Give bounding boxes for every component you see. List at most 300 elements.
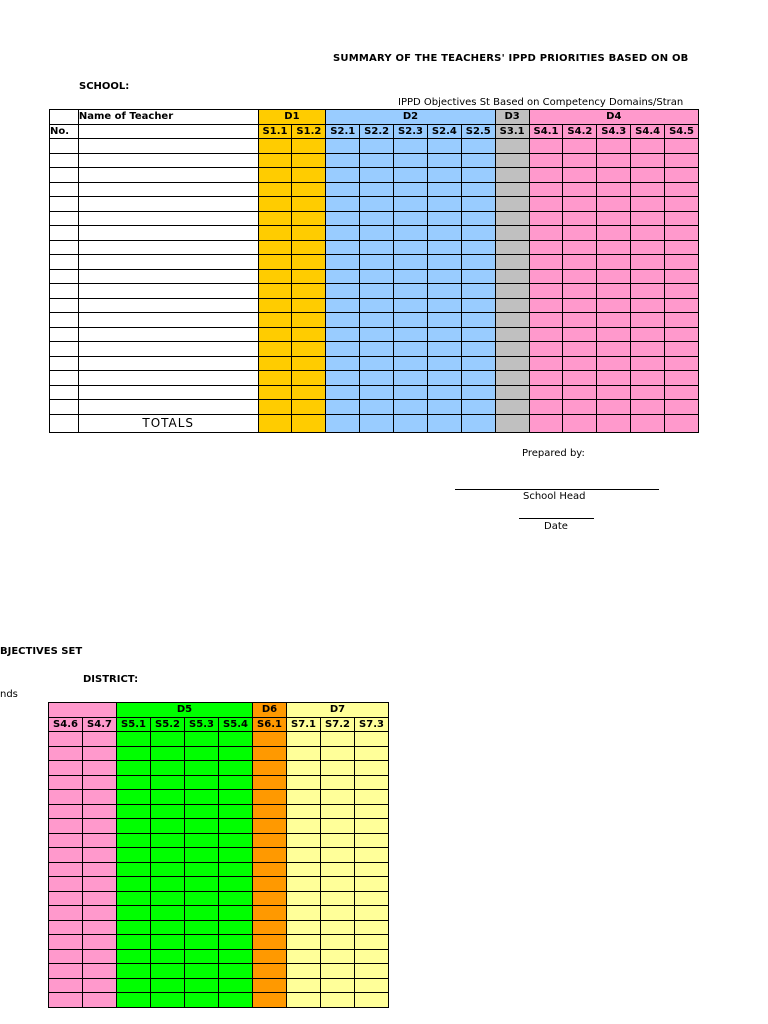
priority-cell <box>185 935 219 950</box>
priority-cell <box>495 313 529 328</box>
priority-cell <box>258 139 292 154</box>
priority-cell <box>185 920 219 935</box>
priority-cell <box>665 327 699 342</box>
priority-cell <box>292 182 326 197</box>
priority-cell <box>219 819 253 834</box>
priority-cell <box>253 790 287 805</box>
priority-cell <box>529 153 563 168</box>
strand-header: S6.1 <box>253 717 287 732</box>
priority-cell <box>631 342 665 357</box>
priority-cell <box>360 211 394 226</box>
priority-cell <box>665 298 699 313</box>
strand-header: S7.1 <box>287 717 321 732</box>
priority-cell <box>253 775 287 790</box>
teacher-name-cell <box>78 153 258 168</box>
priority-cell <box>529 226 563 241</box>
priority-cell <box>427 284 461 299</box>
priority-cell <box>151 746 185 761</box>
priority-cell <box>360 226 394 241</box>
total-cell <box>360 414 394 432</box>
priority-cell <box>394 400 428 415</box>
priority-cell <box>326 327 360 342</box>
teacher-row <box>49 993 389 1008</box>
row-number-cell <box>50 400 79 415</box>
priority-cell <box>427 139 461 154</box>
teacher-row <box>49 906 389 921</box>
teacher-name-cell <box>78 342 258 357</box>
priority-cell <box>219 833 253 848</box>
priority-cell <box>292 342 326 357</box>
teacher-row <box>50 269 699 284</box>
priority-cell <box>563 269 597 284</box>
priority-cell <box>49 790 83 805</box>
priority-cell <box>529 298 563 313</box>
teacher-row <box>50 240 699 255</box>
priority-cell <box>597 139 631 154</box>
priority-cell <box>355 877 389 892</box>
priority-cell <box>253 978 287 993</box>
priority-cell <box>563 371 597 386</box>
total-cell <box>326 414 360 432</box>
priority-cell <box>185 949 219 964</box>
priority-cell <box>355 935 389 950</box>
priority-cell <box>427 168 461 183</box>
row-number-cell <box>50 327 79 342</box>
teacher-row <box>50 298 699 313</box>
priority-cell <box>394 255 428 270</box>
priority-cell <box>287 761 321 776</box>
summary-grid-page2 <box>48 702 389 1008</box>
priority-cell <box>287 833 321 848</box>
priority-cell <box>563 356 597 371</box>
priority-cell <box>461 298 495 313</box>
teacher-row <box>49 877 389 892</box>
priority-cell <box>185 819 219 834</box>
priority-cell <box>529 255 563 270</box>
priority-cell <box>258 255 292 270</box>
row-number-cell <box>50 385 79 400</box>
page2-title: BJECTIVES SET <box>0 646 83 657</box>
priority-cell <box>665 153 699 168</box>
priority-cell <box>321 978 355 993</box>
priority-cell <box>219 804 253 819</box>
priority-cell <box>117 877 151 892</box>
priority-cell <box>219 906 253 921</box>
priority-cell <box>631 371 665 386</box>
priority-cell <box>49 732 83 747</box>
priority-cell <box>355 746 389 761</box>
priority-cell <box>258 197 292 212</box>
priority-cell <box>151 862 185 877</box>
priority-cell <box>563 385 597 400</box>
priority-cell <box>355 920 389 935</box>
priority-cell <box>495 139 529 154</box>
priority-cell <box>287 935 321 950</box>
strand-header: S2.1 <box>326 124 360 139</box>
date-line <box>519 518 594 519</box>
priority-cell <box>461 313 495 328</box>
priority-cell <box>321 877 355 892</box>
priority-cell <box>326 211 360 226</box>
priority-cell <box>253 819 287 834</box>
priority-cell <box>563 153 597 168</box>
priority-cell <box>563 240 597 255</box>
priority-cell <box>185 848 219 863</box>
priority-cell <box>360 255 394 270</box>
teacher-name-cell <box>78 240 258 255</box>
priority-cell <box>258 327 292 342</box>
teacher-row <box>50 385 699 400</box>
priority-cell <box>326 400 360 415</box>
priority-cell <box>461 356 495 371</box>
priority-cell <box>631 400 665 415</box>
priority-cell <box>394 139 428 154</box>
strand-header: S4.7 <box>83 717 117 732</box>
priority-cell <box>117 920 151 935</box>
priority-cell <box>83 775 117 790</box>
priority-cell <box>665 385 699 400</box>
priority-cell <box>49 848 83 863</box>
teacher-row <box>49 935 389 950</box>
priority-cell <box>326 182 360 197</box>
priority-cell <box>394 313 428 328</box>
priority-cell <box>83 732 117 747</box>
priority-cell <box>597 400 631 415</box>
priority-cell <box>287 746 321 761</box>
strand-header: S7.2 <box>321 717 355 732</box>
priority-cell <box>631 182 665 197</box>
row-number-cell <box>50 298 79 313</box>
priority-cell <box>495 284 529 299</box>
priority-cell <box>461 226 495 241</box>
summary-grid-page1 <box>49 109 699 433</box>
priority-cell <box>665 197 699 212</box>
priority-cell <box>563 298 597 313</box>
summary-table-page1 <box>0 0 699 450</box>
priority-cell <box>258 269 292 284</box>
teacher-name-cell <box>78 284 258 299</box>
priority-cell <box>631 269 665 284</box>
priority-cell <box>665 211 699 226</box>
teacher-row <box>49 775 389 790</box>
teacher-name-cell <box>78 385 258 400</box>
priority-cell <box>253 804 287 819</box>
priority-cell <box>321 746 355 761</box>
priority-cell <box>355 862 389 877</box>
priority-cell <box>258 342 292 357</box>
strands-note-fragment: nds <box>0 689 18 700</box>
priority-cell <box>83 877 117 892</box>
priority-cell <box>355 804 389 819</box>
priority-cell <box>461 139 495 154</box>
priority-cell <box>631 139 665 154</box>
teacher-row <box>50 327 699 342</box>
priority-cell <box>287 949 321 964</box>
priority-cell <box>495 197 529 212</box>
priority-cell <box>253 993 287 1008</box>
priority-cell <box>529 371 563 386</box>
priority-cell <box>360 182 394 197</box>
priority-cell <box>151 993 185 1008</box>
strand-header: S5.2 <box>151 717 185 732</box>
row-number-cell <box>50 211 79 226</box>
priority-cell <box>360 139 394 154</box>
priority-cell <box>83 978 117 993</box>
priority-cell <box>427 211 461 226</box>
priority-cell <box>83 746 117 761</box>
teacher-row <box>49 862 389 877</box>
row-number-cell <box>50 356 79 371</box>
priority-cell <box>326 197 360 212</box>
priority-cell <box>151 804 185 819</box>
priority-cell <box>258 400 292 415</box>
priority-cell <box>326 226 360 241</box>
name-of-teacher-header: Name of Teacher <box>78 110 258 125</box>
priority-cell <box>427 400 461 415</box>
priority-cell <box>287 804 321 819</box>
priority-cell <box>321 732 355 747</box>
priority-cell <box>461 255 495 270</box>
teacher-row <box>50 139 699 154</box>
priority-cell <box>287 732 321 747</box>
priority-cell <box>219 891 253 906</box>
priority-cell <box>151 877 185 892</box>
priority-cell <box>117 935 151 950</box>
priority-cell <box>326 153 360 168</box>
priority-cell <box>117 746 151 761</box>
priority-cell <box>117 978 151 993</box>
priority-cell <box>326 385 360 400</box>
priority-cell <box>495 255 529 270</box>
priority-cell <box>597 211 631 226</box>
priority-cell <box>495 371 529 386</box>
priority-cell <box>631 298 665 313</box>
priority-cell <box>360 313 394 328</box>
priority-cell <box>427 226 461 241</box>
priority-cell <box>427 269 461 284</box>
priority-cell <box>292 168 326 183</box>
priority-cell <box>665 226 699 241</box>
teacher-name-cell <box>78 313 258 328</box>
summary-table-page2 <box>48 702 393 1024</box>
priority-cell <box>49 819 83 834</box>
priority-cell <box>287 848 321 863</box>
priority-cell <box>185 746 219 761</box>
priority-cell <box>597 153 631 168</box>
priority-cell <box>461 327 495 342</box>
total-cell <box>665 414 699 432</box>
priority-cell <box>292 313 326 328</box>
priority-cell <box>253 949 287 964</box>
teacher-row <box>49 746 389 761</box>
priority-cell <box>495 385 529 400</box>
priority-cell <box>597 226 631 241</box>
row-number-cell <box>50 313 79 328</box>
priority-cell <box>394 342 428 357</box>
page-title: SUMMARY OF THE TEACHERS' IPPD PRIORITIES BASED ON OB <box>333 53 689 64</box>
priority-cell <box>355 819 389 834</box>
priority-cell <box>597 371 631 386</box>
priority-cell <box>495 226 529 241</box>
strand-header: S4.6 <box>49 717 83 732</box>
priority-cell <box>631 153 665 168</box>
priority-cell <box>49 993 83 1008</box>
teacher-name-cell <box>78 400 258 415</box>
priority-cell <box>495 269 529 284</box>
priority-cell <box>631 385 665 400</box>
district-label: DISTRICT: <box>83 674 139 685</box>
priority-cell <box>495 342 529 357</box>
priority-cell <box>665 313 699 328</box>
priority-cell <box>665 182 699 197</box>
total-cell <box>427 414 461 432</box>
strand-header: S1.1 <box>258 124 292 139</box>
priority-cell <box>563 400 597 415</box>
priority-cell <box>83 848 117 863</box>
priority-cell <box>151 775 185 790</box>
priority-cell <box>321 833 355 848</box>
priority-cell <box>631 226 665 241</box>
priority-cell <box>665 342 699 357</box>
strand-header: S5.1 <box>117 717 151 732</box>
domain-header: D7 <box>287 703 389 718</box>
priority-cell <box>360 385 394 400</box>
priority-cell <box>495 182 529 197</box>
priority-cell <box>355 761 389 776</box>
priority-cell <box>287 920 321 935</box>
priority-cell <box>529 284 563 299</box>
priority-cell <box>292 327 326 342</box>
teacher-row <box>50 168 699 183</box>
priority-cell <box>597 313 631 328</box>
priority-cell <box>219 964 253 979</box>
priority-cell <box>597 240 631 255</box>
priority-cell <box>258 371 292 386</box>
priority-cell <box>117 732 151 747</box>
priority-cell <box>117 848 151 863</box>
teacher-row <box>49 891 389 906</box>
priority-cell <box>631 240 665 255</box>
priority-cell <box>394 269 428 284</box>
priority-cell <box>151 848 185 863</box>
priority-cell <box>360 269 394 284</box>
priority-cell <box>253 746 287 761</box>
priority-cell <box>83 993 117 1008</box>
priority-cell <box>326 313 360 328</box>
teacher-name-cell <box>78 255 258 270</box>
total-cell <box>394 414 428 432</box>
priority-cell <box>394 153 428 168</box>
priority-cell <box>151 761 185 776</box>
teacher-row <box>49 819 389 834</box>
priority-cell <box>461 168 495 183</box>
priority-cell <box>394 298 428 313</box>
priority-cell <box>117 775 151 790</box>
total-cell <box>461 414 495 432</box>
strand-header: S5.4 <box>219 717 253 732</box>
priority-cell <box>219 949 253 964</box>
domain-header: D6 <box>253 703 287 718</box>
teacher-name-cell <box>78 356 258 371</box>
row-number-cell <box>50 269 79 284</box>
strand-header: S4.1 <box>529 124 563 139</box>
strand-header: S4.4 <box>631 124 665 139</box>
priority-cell <box>117 891 151 906</box>
priority-cell <box>355 993 389 1008</box>
priority-cell <box>258 240 292 255</box>
domain-header: D3 <box>495 110 529 125</box>
priority-cell <box>287 775 321 790</box>
priority-cell <box>631 356 665 371</box>
priority-cell <box>529 139 563 154</box>
priority-cell <box>83 935 117 950</box>
priority-cell <box>49 920 83 935</box>
priority-cell <box>292 240 326 255</box>
signature-line <box>455 489 659 490</box>
priority-cell <box>360 240 394 255</box>
priority-cell <box>394 327 428 342</box>
priority-cell <box>292 211 326 226</box>
priority-cell <box>326 284 360 299</box>
totals-label: TOTALS <box>78 414 258 432</box>
priority-cell <box>219 775 253 790</box>
priority-cell <box>665 356 699 371</box>
priority-cell <box>427 182 461 197</box>
priority-cell <box>394 211 428 226</box>
priority-cell <box>360 327 394 342</box>
teacher-row <box>49 761 389 776</box>
priority-cell <box>321 862 355 877</box>
priority-cell <box>292 269 326 284</box>
priority-cell <box>321 848 355 863</box>
priority-cell <box>287 906 321 921</box>
priority-cell <box>461 342 495 357</box>
priority-cell <box>427 240 461 255</box>
teacher-row <box>50 284 699 299</box>
teacher-row <box>50 400 699 415</box>
priority-cell <box>563 226 597 241</box>
teacher-row <box>49 920 389 935</box>
teacher-name-cell <box>78 139 258 154</box>
priority-cell <box>563 139 597 154</box>
priority-cell <box>258 226 292 241</box>
teacher-name-cell <box>78 211 258 226</box>
priority-cell <box>258 153 292 168</box>
priority-cell <box>292 255 326 270</box>
row-number-cell <box>50 153 79 168</box>
strand-header: S4.2 <box>563 124 597 139</box>
total-cell <box>258 414 292 432</box>
priority-cell <box>360 371 394 386</box>
priority-cell <box>151 920 185 935</box>
strand-header: S5.3 <box>185 717 219 732</box>
priority-cell <box>49 862 83 877</box>
priority-cell <box>461 153 495 168</box>
priority-cell <box>321 993 355 1008</box>
priority-cell <box>597 168 631 183</box>
priority-cell <box>321 775 355 790</box>
priority-cell <box>253 732 287 747</box>
strand-header: S2.4 <box>427 124 461 139</box>
priority-cell <box>665 371 699 386</box>
priority-cell <box>321 891 355 906</box>
total-cell <box>292 414 326 432</box>
priority-cell <box>665 284 699 299</box>
priority-cell <box>631 168 665 183</box>
priority-cell <box>326 342 360 357</box>
teacher-name-cell <box>78 371 258 386</box>
ippd-objectives-note: IPPD Objectives St Based on Competency Domains/Stran <box>398 97 684 108</box>
